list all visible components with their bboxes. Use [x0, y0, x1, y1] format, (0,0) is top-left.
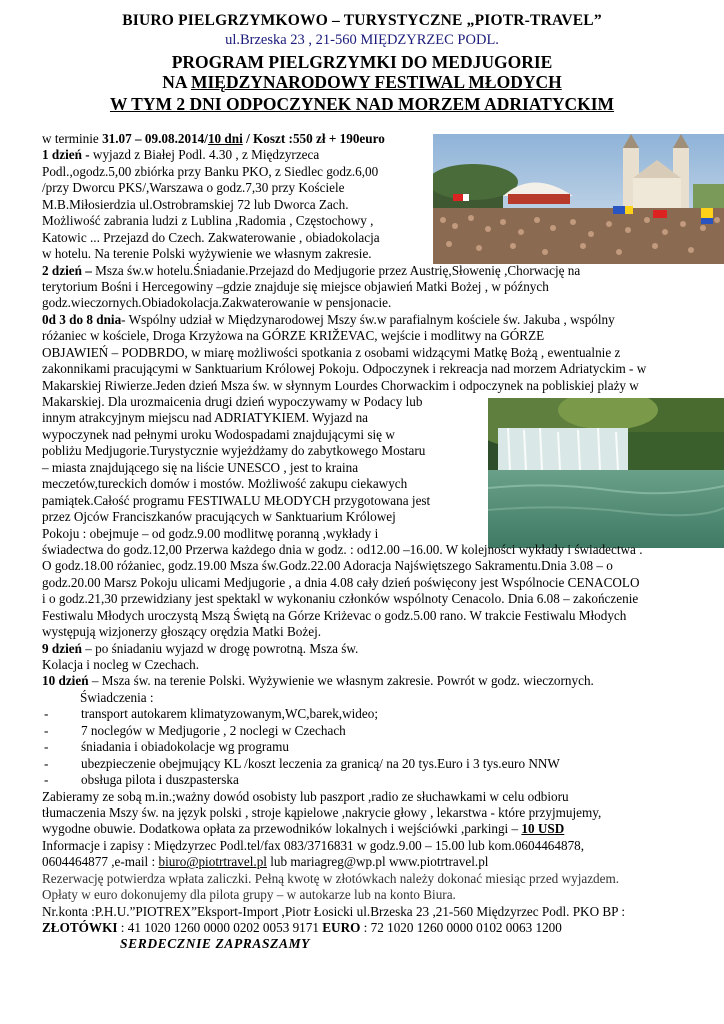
days3-8-line-9: pobliżu Medjugorie.Turystycznie wyjeżdżamy do zabytkowego Mostaru [42, 443, 426, 459]
days3-8-line-8: wypoczynek nad pełnymi uroku Wodospadami znajdującymi się w [42, 426, 395, 442]
day2-line-2: terytorium Bośni i Hercegowiny –gdzie znajduje się miejsce objawień Matki Bożej , w późnych [42, 278, 549, 294]
service-item [42, 756, 718, 772]
term-dates: 31.07 – 09.08.2014/ [102, 131, 208, 146]
extra-fee-amount: 10 USD [521, 821, 565, 837]
services-title: Świadczenia : [80, 689, 154, 705]
what-to-bring-2: tłumaczenia Mszy św. na język polski , stroje kąpielowe ,nakrycie głowy , lekarstwa - które przyjmujemy, [42, 804, 602, 820]
days3-8-line-19: Festiwalu Młodych uroczystą Mszą Świętą na Górze Kriżevac o godz.5.00 rano. W trakcie Festiwalu Młodych [42, 607, 627, 623]
days3-8-line-17: godz.20.00 Marsz Pokoju ulicami Medjugorie , a dnia 4.08 cały dzień poświęcony jest Wspólnocie CENACOLO [42, 574, 640, 590]
day9-line-2: Kolacja i nocleg w Czechach. [42, 657, 200, 672]
extra-fee-line [42, 821, 718, 837]
day1-line-3: /przy Dworcu PKS/,Warszawa o godz.7,30 przy Kościele [42, 180, 345, 196]
extra-fee-text: wygodne obuwie. Dodatkowa opłata za przewodników lokalnych i wejściówki ,parkingi – [42, 821, 522, 837]
service-text: obsługa pilota i duszpasterska [81, 772, 239, 788]
euro-account: : 72 1020 1260 0000 0102 0063 1200 [360, 920, 562, 935]
day2-line-1 [42, 263, 718, 279]
bank-account-owner: Nr.konta :P.H.U.”PIOTREX”Eksport-Import ,Piotr Łosicki ul.Brzeska 23 ,21-560 Międzyrzec Podl. PKO BP : [42, 903, 625, 919]
agency-name: BIURO PIELGRZYMKOWO – TURYSTYCZNE „PIOTR-TRAVEL” [122, 12, 602, 29]
bullet-dash: - [44, 755, 49, 771]
day9-line-1 [42, 641, 718, 657]
day1-label: 1 dzień - [42, 147, 90, 163]
days3-8-line-18: i o godz.21,30 przewidziany jest spektakl w wykonaniu członków wspólnoty Cenacolo. Dnia 6.08 – zakończenie [42, 591, 639, 607]
email-link[interactable]: biuro@piotrtravel.pl [158, 854, 267, 870]
reservation-note: Rezerwację potwierdza wpłata zaliczki. Pełną kwotę w złotówkach należy dokonać miesiąc przed wyjazdem. [42, 870, 620, 886]
service-text: ubezpieczenie obejmujący KL /koszt leczenia za granicą/ na 20 tys.Euro i 3 tys.euro NNW [81, 755, 560, 771]
day1-line-6: Katowic ... Przejazd do Czech. Zakwaterowanie , obiadokolacja [42, 229, 380, 245]
service-item [42, 739, 718, 755]
days3-8-line-13: przez Ojców Franciszkanów pracujących w Sanktuarium Królowej [42, 509, 396, 525]
service-item [42, 772, 718, 788]
days3-8-line-15: świadectwa do godz.12,00 Przerwa każdego dnia w godz. : od12.00 –16.00. W kolejności wykłady i świadectwa . [42, 541, 643, 557]
service-text: śniadania i obiadokolacje wg programu [81, 739, 290, 755]
euro-payment-note: Opłaty w euro dokonujemy dla pilota grupy – w autokarze lub na konto Biura. [42, 887, 456, 903]
bullet-dash: - [44, 722, 49, 738]
contact-info: Informacje i zapisy : Międzyrzec Podl.tel/fax 083/3716831 w godz.9.00 – 15.00 lub kom.0604464878, [42, 837, 585, 853]
days3-8-line-2: różaniec w kościele, Droga Krzyżowa na GÓRZE KRIŽEVAC, wejście i modlitwy na GÓRZE [42, 328, 545, 344]
day1-line-5: Możliwość zabrania ludzi z Lublina ,Radomia , Częstochowy , [42, 213, 374, 229]
day9-label: 9 dzień [42, 640, 82, 656]
days3-8-text-1: - Wspólny udział w Międzynarodowej Mszy św.w parafialnym kościele św. Jakuba , wspólny [121, 311, 615, 327]
program-subtitle [0, 72, 724, 93]
days3-8-line-11: meczetów,tureckich domów i mostów. Możliwość zakupu ciekawych [42, 476, 408, 492]
days3-8-label: 0d 3 do 8 dnia [42, 311, 122, 327]
pln-account: : 41 1020 1260 0000 0202 0053 9171 [117, 920, 323, 935]
days3-8-line-5: Makarskiej Riwierze.Jeden dzień Msza św. w słynnym Lourdes Chorwackim i odpoczynek na pobliskiej plaży w [42, 377, 639, 393]
festival-name: MIĘDZYNARODOWY FESTIWAL MŁODYCH [190, 72, 562, 92]
service-item [42, 723, 718, 739]
email-line [42, 854, 718, 870]
agency-address: ul.Brzeska 23 , 21-560 MIĘDZYRZEC PODL. [225, 32, 499, 48]
days3-8-line-12: pamiątek.Całość programu FESTIWALU MŁODYCH przygotowana jest [42, 492, 431, 508]
trip-cost: / Koszt :550 zł + 190euro [242, 131, 385, 146]
days3-8-line-3: OBJAWIEŃ – PODBRDO, w miarę możliwości spotkania z osobami widzącymi Matkę Bożą , ewentualnie z [42, 344, 621, 360]
service-item [42, 706, 718, 722]
day9-text-1: – po śniadaniu wyjazd w drogę powrotną. Msza św. [81, 640, 359, 656]
term-prefix: w terminie [42, 131, 103, 146]
day10-line [42, 673, 718, 689]
days3-8-line-4: zakonnikami pracującymi w Sanktuarium Królowej Pokoju. Odpoczynek i rekreacja nad morzem Adriatyckim - w [42, 361, 647, 377]
day10-label: 10 dzień [42, 673, 89, 689]
euro-label: EURO [322, 920, 361, 935]
service-text: transport autokarem klimatyzowanym,WC,barek,wideo; [81, 706, 378, 722]
days3-8-line-10: – miasta znajdującego się na liście UNESCO , jest to kraina [42, 459, 359, 475]
day2-line-3: godz.wieczornych.Obiadokolacja.Zakwaterowanie w pensjonacie. [42, 295, 392, 311]
day1-line-2: Podl.,ogodz.5,00 zbiórka przy Banku PKO, z Siedlec godz.6,00 [42, 163, 379, 179]
day2-label: 2 dzień – [42, 262, 92, 278]
email-prefix: 0604464877 ,e-mail : [42, 854, 159, 870]
days3-8-line-16: O godz.18.00 różaniec, godz.19.00 Msza św.Godz.22.00 Adoracja Najświętszego Sakramentu.Dnia 3.08 – o [42, 558, 613, 574]
closing-invitation: SERDECZNIE ZAPRASZAMY [120, 936, 311, 952]
day10-text: – Msza św. na terenie Polski. Wyżywienie we własnym zakresie. Powrót w godz. wieczornych. [88, 673, 594, 689]
program-title: PROGRAM PIELGRZYMKI DO MEDJUGORIE [171, 52, 553, 72]
day1-text-1: wyjazd z Białej Podl. 4.30 , z Międzyrzeca [89, 147, 320, 163]
term-and-cost [42, 131, 718, 147]
days3-8-line-1 [42, 312, 718, 328]
program-body [42, 131, 718, 953]
what-to-bring-1: Zabieramy ze sobą m.in.;ważny dowód osobisty lub paszport ,radio ze słuchawkami w celu odbioru [42, 788, 569, 804]
bullet-dash: - [44, 772, 49, 788]
bullet-dash: - [44, 706, 49, 722]
term-duration: 10 dni [207, 131, 243, 146]
bank-accounts [42, 920, 718, 936]
days3-8-line-14: Pokoju : obejmuje – od godz.9.00 modlitwę poranną ,wykłady i [42, 525, 379, 541]
days3-8-line-7: innym atrakcyjnym miejscu nad ADRIATYKIEM. Wyjazd na [42, 410, 369, 426]
days3-8-line-6: Makarskiej. Dla urozmaicenia drugi dzień wypoczywamy w Podacy lub [42, 394, 423, 409]
service-text: 7 noclegów w Medjugorie , 2 noclegi w Czechach [81, 722, 346, 738]
days3-8-line-20: występują wizjonerzy głoszący orędzia Matki Bożej. [42, 624, 322, 640]
day2-text-1: Msza św.w hotelu.Śniadanie.Przejazd do Medjugorie przez Austrię,Słowenię ,Chorwację na [91, 262, 581, 278]
pln-label: ZŁOTÓWKI [42, 920, 118, 935]
program-subtitle-2: W TYM 2 DNI ODPOCZYNEK NAD MORZEM ADRIATYCKIM [109, 94, 615, 114]
email-alt-and-website: lub mariagreg@wp.pl www.piotrtravel.pl [266, 854, 489, 870]
day1-line-7: w hotelu. Na terenie Polski wyżywienie we własnym zakresie. [42, 246, 372, 262]
day1-line-1 [42, 147, 718, 163]
bullet-dash: - [44, 739, 49, 755]
day1-line-4: M.B.Miłosierdzia ul.Ostrobramskiej 72 lub Dworca Zach. [42, 196, 349, 212]
subtitle-prefix: NA [162, 72, 191, 92]
